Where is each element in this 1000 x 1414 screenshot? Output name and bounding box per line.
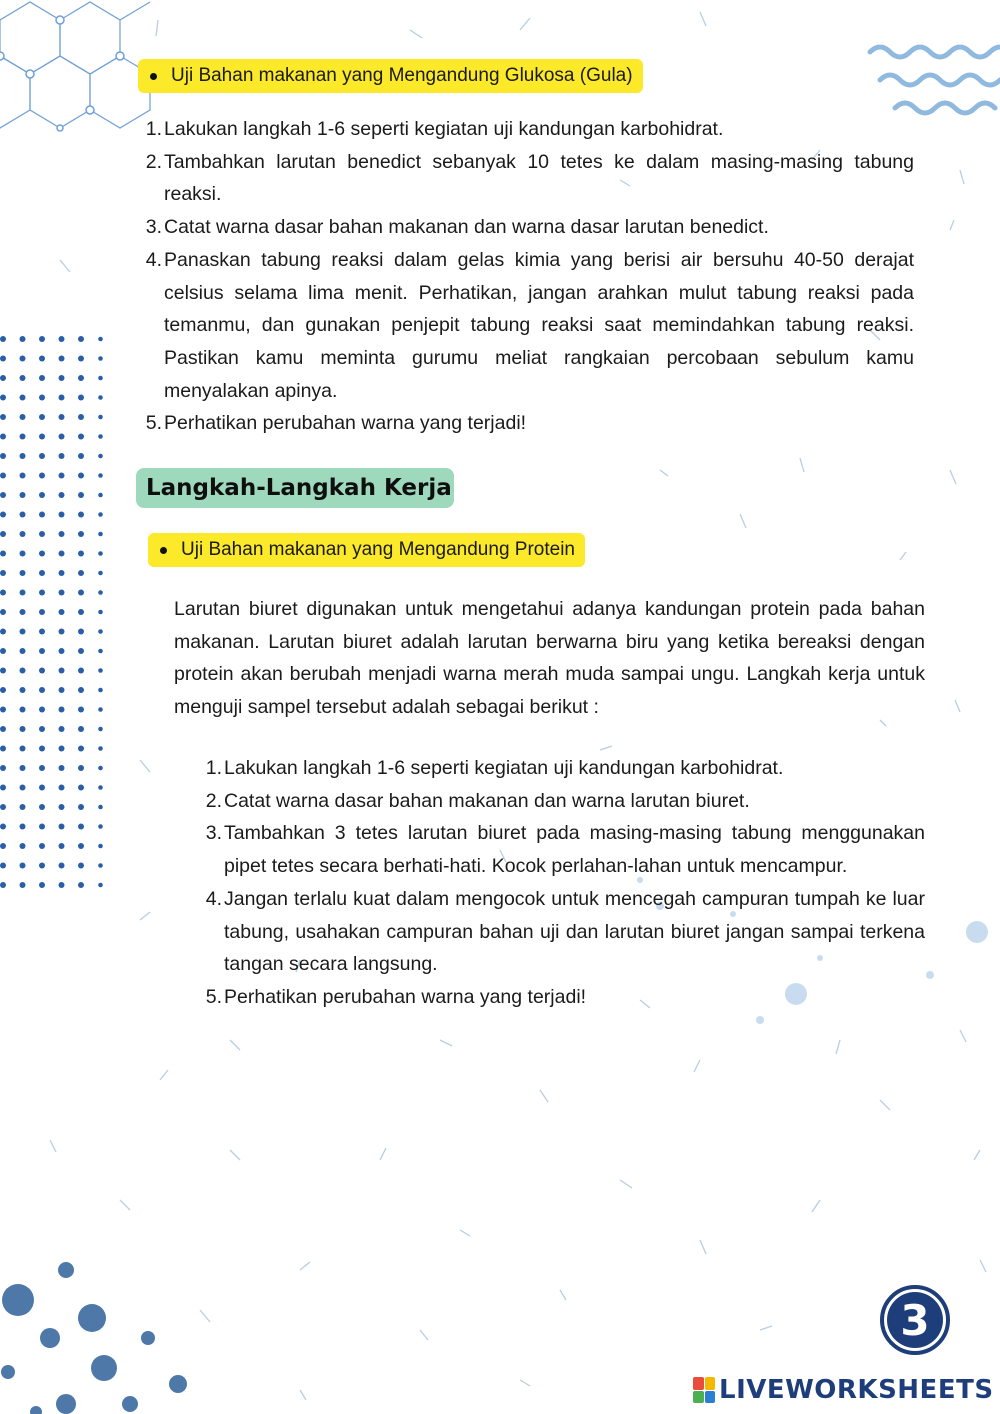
bullet-icon [150,73,157,80]
step-number: 2. [205,789,222,812]
step-number: 5. [145,412,162,435]
liveworksheets-logo-icon [693,1377,715,1403]
page-number-badge [880,1285,950,1355]
section-title: Langkah-Langkah Kerja [136,468,454,508]
step-text: Perhatikan perubahan warna yang terjadi! [224,985,587,1008]
step-text: Lakukan langkah 1-6 seperti kegiatan uji kandungan karbohidrat. [224,757,784,779]
step-text: Catat warna dasar bahan makanan dan warna dasar larutan benedict. [164,216,769,239]
dot-grid-decoration [0,336,103,888]
step-text: Panaskan tabung reaksi dalam gelas kimia yang berisi air bersuhu 40-50 derajat celsius selama lima menit. Perhatikan, jangan arahkan mulut tabung reaksi pada temanmu, dan gunakan penjepit tabung reaksi saat memindahkan tabung reaksi. Pastikan kamu meminta gurumu meliat rangkaian percobaan sebulum kamu menyalakan apinya. [164,248,914,402]
step-number: 2. [145,150,162,173]
step-number: 3. [145,216,162,239]
step-item [198,981,925,1014]
step-item [198,785,925,818]
brand-name: LIVEWORKSHEETS [719,1375,994,1405]
brand-logo[interactable] [693,1373,994,1407]
step-text: Catat warna dasar bahan makanan dan warna larutan biuret. [224,789,750,812]
step-number: 5. [205,985,222,1008]
step-text: Lakukan langkah 1-6 seperti kegiatan uji kandungan karbohidrat. [164,118,724,140]
step-item [198,883,925,981]
step-number: 3. [205,822,222,845]
step-item [138,407,914,440]
step-number: 1. [145,118,162,140]
step-text: Perhatikan perubahan warna yang terjadi! [164,412,527,435]
glukosa-steps-list [138,113,914,440]
step-item [138,146,914,211]
step-number: 4. [205,887,222,910]
step-item [198,752,925,785]
protein-steps-list [198,752,925,1014]
wave-icon [870,47,1000,113]
step-number: 1. [205,757,222,779]
step-item [138,211,914,244]
protein-heading-text: Uji Bahan makanan yang Mengandung Protein [181,539,575,560]
step-number: 4. [145,248,162,271]
bullet-icon [160,547,167,554]
page-number: 3 [887,1292,943,1348]
glukosa-heading [138,59,643,93]
glukosa-heading-text: Uji Bahan makanan yang Mengandung Glukosa (Gula) [171,65,633,86]
step-text: Tambahkan 3 tetes larutan biuret pada masing-masing tabung menggunakan pipet tetes secara berhati-hati. Kocok perlahan-lahan untuk mencampur. [224,822,925,878]
step-text: Jangan terlalu kuat dalam mengocok untuk mencegah campuran tumpah ke luar tabung, usahakan campuran bahan uji dan larutan biuret jangan sampai terkena tangan secara langsung. [224,887,925,976]
step-item [138,244,914,408]
protein-heading [148,533,585,567]
bubbles-decoration [1,1262,187,1414]
step-item [198,817,925,882]
step-text: Tambahkan larutan benedict sebanyak 10 tetes ke dalam masing-masing tabung reaksi. [164,150,914,206]
protein-intro: Larutan biuret digunakan untuk mengetahui adanya kandungan protein pada bahan makanan. Larutan biuret adalah larutan berwarna biru yang ketika bereaksi dengan protein akan berubah menjadi warna merah muda sampai ungu. Langkah kerja untuk menguji sampel tersebut adalah sebagai berikut : [174,598,925,719]
step-item [138,113,914,146]
hexagon-network-icon [0,2,150,128]
